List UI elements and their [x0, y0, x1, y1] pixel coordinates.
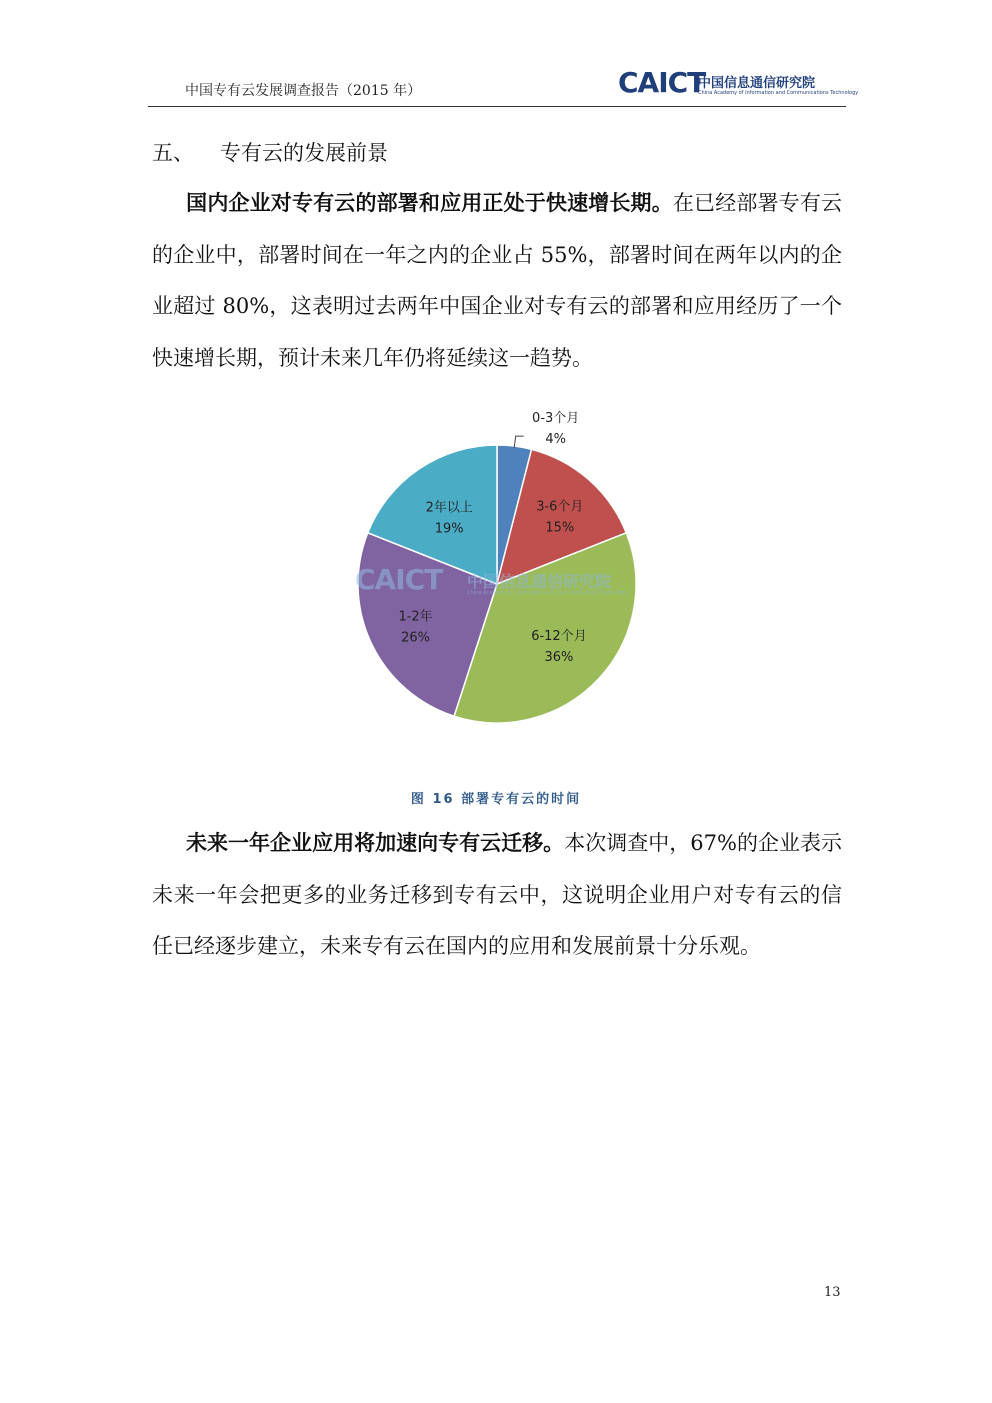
pie-category-label-2: 6-12个月 [531, 629, 587, 645]
paragraph-2-body: 本次调查中，67%的企业表示未来一年会把更多的业务迁移到专有云中，这说明企业用户对专有云的信任已经逐步建立，未来专有云在国内的应用和发展前景十分乐观。 [152, 831, 842, 958]
figure-caption: 图 16 部署专有云的时间 [410, 792, 582, 807]
paragraph-2-lead: 未来一年企业应用将加速向专有云迁移。 [186, 830, 565, 855]
logo-cn-text: 中国信息通信研究院 [698, 76, 816, 91]
watermark-cn-text: 中国信息通信研究院 [467, 572, 612, 591]
section-title: 专有云的发展前景 [220, 141, 388, 165]
pie-value-label-4: 19% [434, 521, 464, 537]
pie-value-label-3: 26% [401, 630, 431, 646]
pie-value-label-0: 4% [545, 432, 566, 448]
pie-value-label-2: 36% [544, 650, 574, 666]
running-header-title: 中国专有云发展调查报告（2015 年） [185, 83, 422, 99]
section-heading [152, 137, 388, 167]
paragraph-1-body: 在已经部署专有云的企业中，部署时间在一年之内的企业占 55%，部署时间在两年以内的企业超过 80%，这表明过去两年中国企业对专有云的部署和应用经历了一个快速增长期，预计未来几年仍将延续这一趋势。 [152, 191, 843, 370]
pie-category-label-1: 3-6个月 [536, 499, 584, 515]
paragraph-1 [152, 177, 842, 384]
watermark-caict-text: CAICT [355, 563, 443, 596]
paragraph-2 [152, 817, 842, 973]
pie-category-label-3: 1-2年 [398, 609, 433, 625]
header-divider [148, 106, 846, 107]
pie-value-label-1: 15% [545, 520, 575, 536]
pie-category-label-4: 2年以上 [425, 500, 473, 516]
caict-logo [618, 66, 859, 104]
logo-caict-text: CAICT [618, 66, 706, 99]
section-number: 五、 [152, 141, 194, 165]
logo-en-text: China Academy of Information and Communications Technology [698, 90, 859, 96]
pie-category-label-0: 0-3个月 [532, 411, 580, 427]
caict-watermark [355, 563, 655, 603]
paragraph-1-lead: 国内企业对专有云的部署和应用正处于快速增长期。 [186, 190, 673, 215]
page-number: 13 [824, 1285, 841, 1300]
watermark-en-text: China Academy of Information and Communications Technology [467, 590, 628, 596]
